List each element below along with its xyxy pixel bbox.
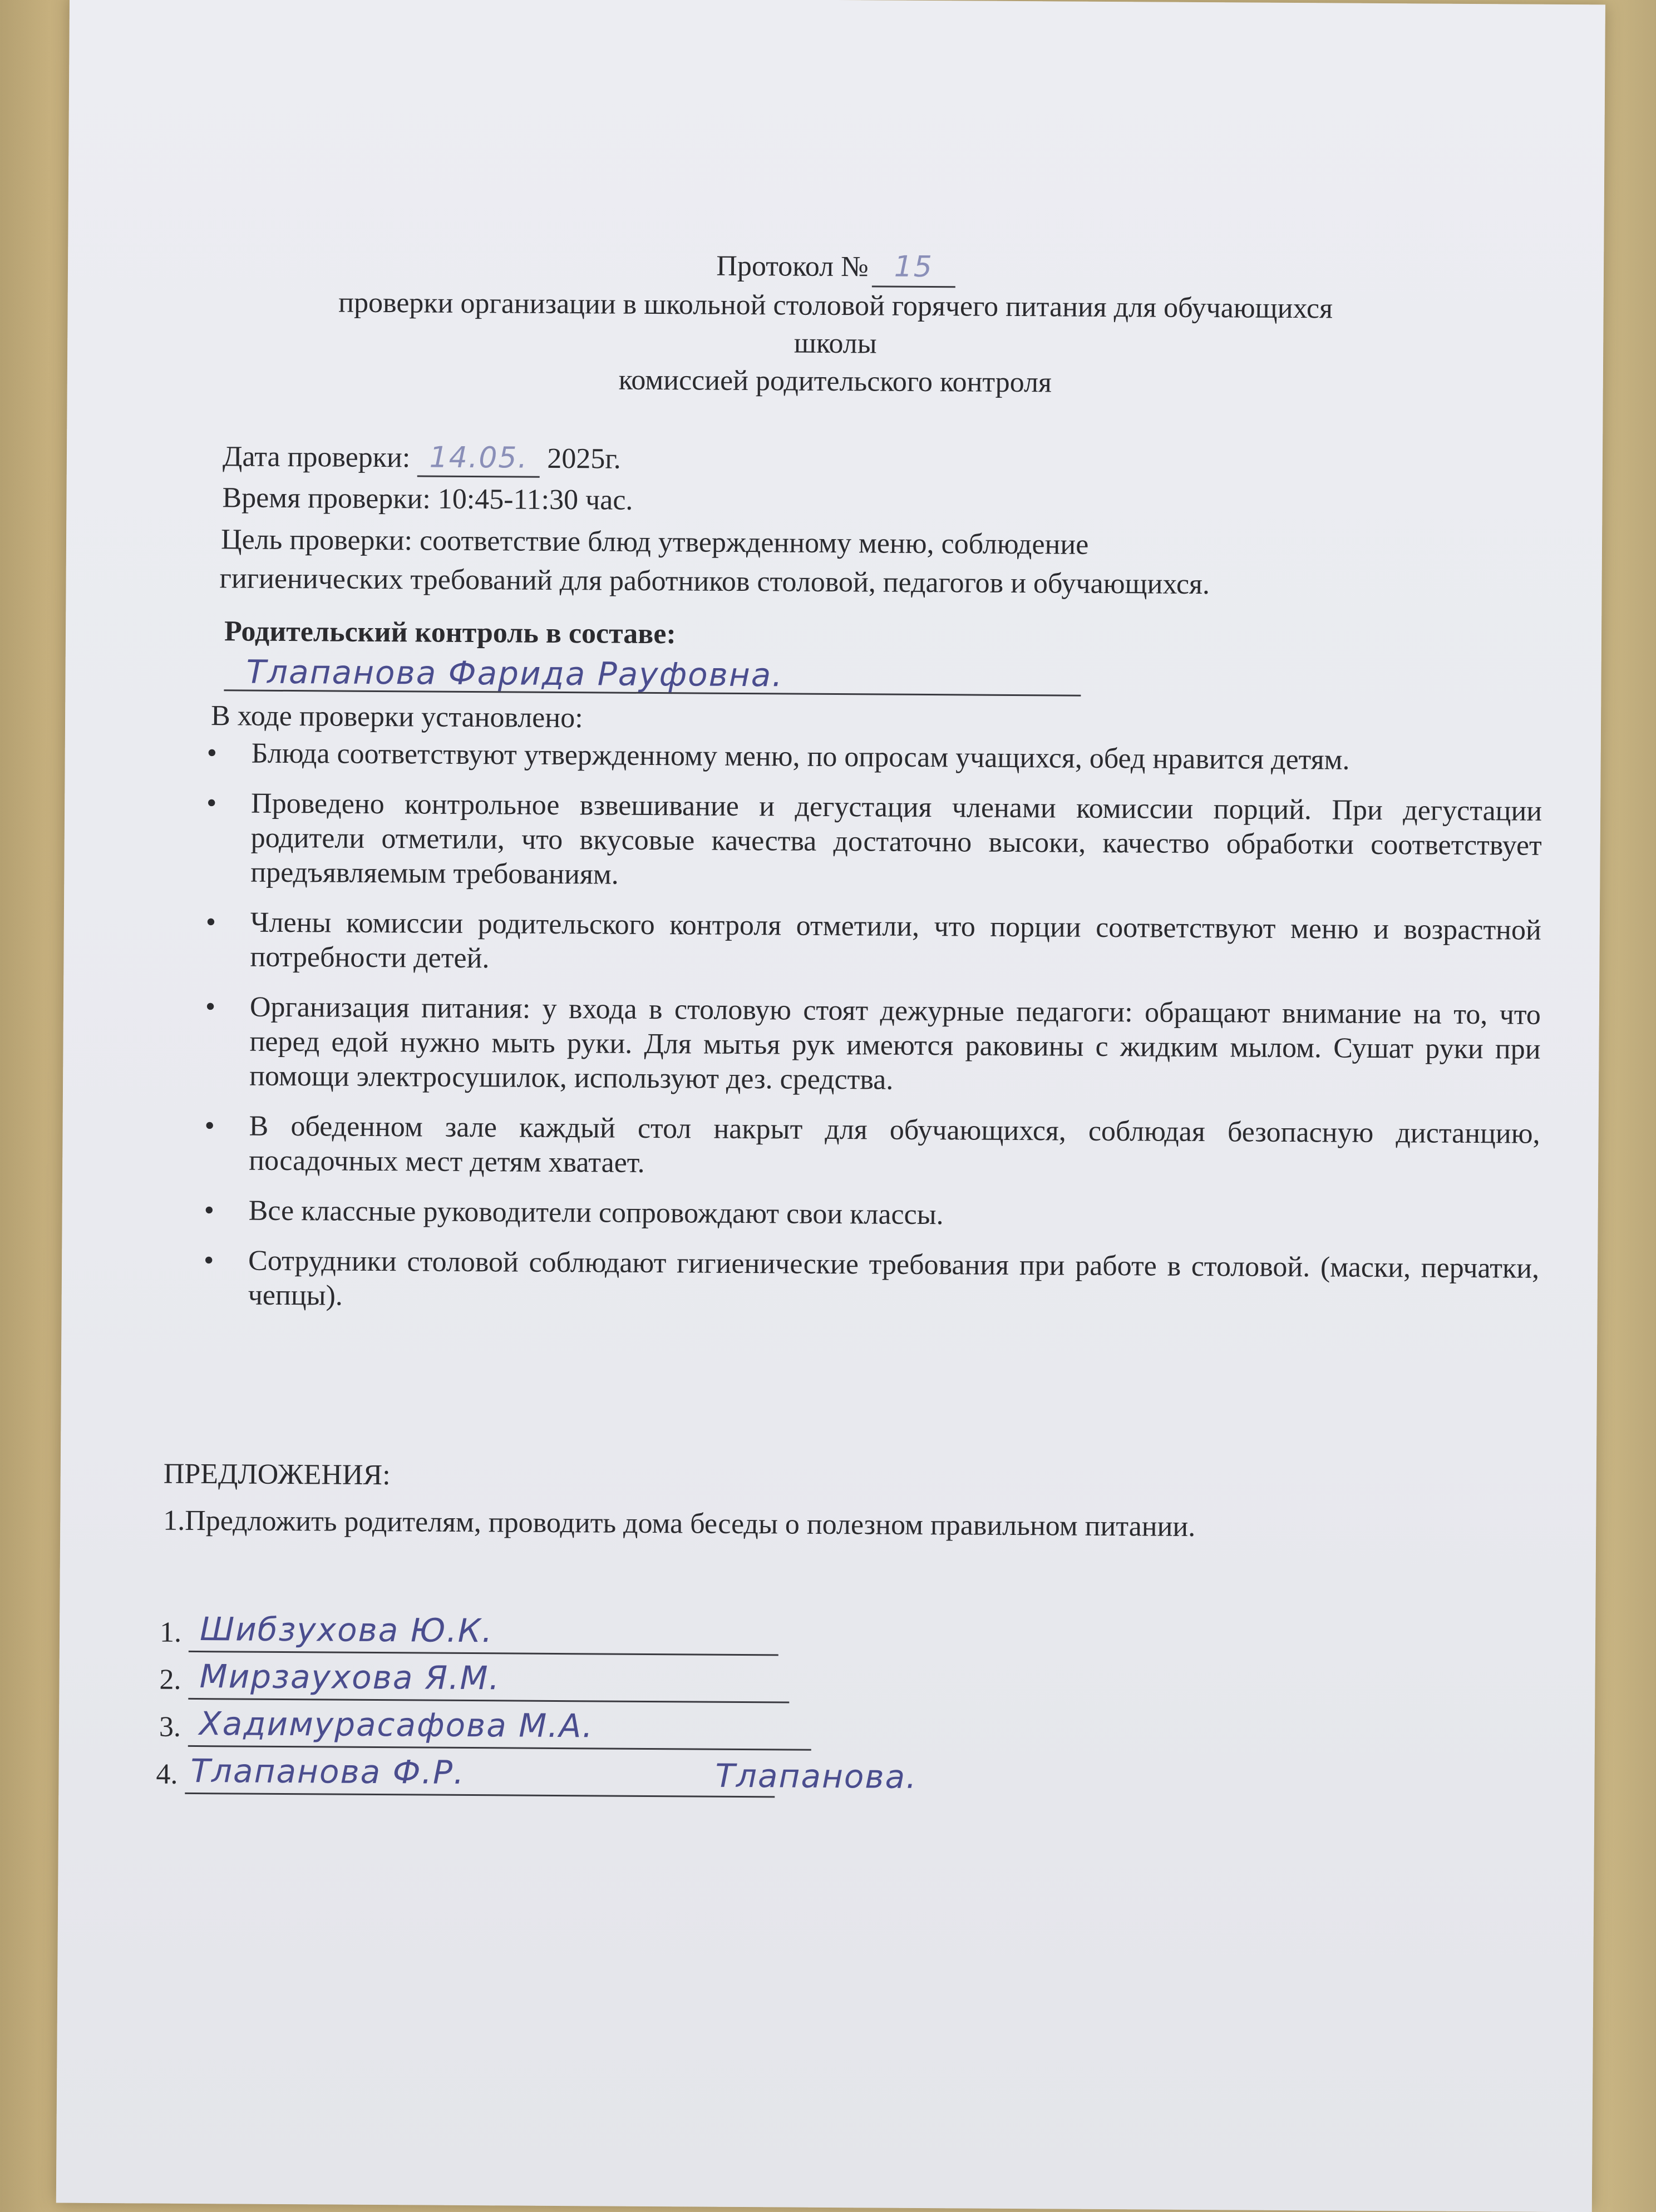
signature-name: Мирзаухова Я.М. (199, 1657, 501, 1697)
date-suffix: 2025г. (547, 442, 621, 475)
committee-member-line (224, 654, 1081, 697)
protocol-number: 15 (872, 248, 955, 288)
document-page (56, 0, 1605, 2212)
date-label: Дата проверки: (222, 441, 411, 474)
finding-item: • Сотрудники столовой соблюдают гигиенические требования при работе в столовой. (маски, перчатки, чепцы). (204, 1243, 1540, 1321)
finding-item: • В обеденном зале каждый стол накрыт для обучающихся, соблюдая безопасную дистанцию, посадочных мест детям хватает. (204, 1109, 1540, 1186)
signature-name: Тлапанова Ф.Р. (190, 1751, 465, 1791)
signature-number: 3. (159, 1711, 181, 1743)
signature-line (185, 1751, 775, 1798)
subtitle-line-3: комиссией родительского контроля (618, 364, 1052, 399)
signature-row-4 (156, 1751, 918, 1799)
finding-item: • Организация питания: у входа в столовую стоят дежурные педагоги: обращают внимание на то, что перед едой нужно мыть руки. Для мытья рук имеются раковины с жидким мылом. Сушат руки при помощи электросушилок, используют дез. средства. (205, 990, 1541, 1102)
signature-row-3 (159, 1704, 811, 1751)
title-prefix: Протокол № (716, 250, 869, 283)
signature-number: 4. (156, 1758, 178, 1790)
findings-intro: В ходе проверки установлено: (210, 700, 583, 734)
signature-line (188, 1704, 811, 1751)
signature-line (188, 1657, 789, 1704)
signature-row-2 (159, 1657, 789, 1704)
time-line: Время проверки: 10:45-11:30 час. (222, 482, 633, 516)
finding-item: • Блюда соответствуют утвержденному меню, по опросам учащихся, обед нравится детям. (207, 736, 1542, 779)
handwritten-signature: Тлапанова. (715, 1756, 918, 1796)
committee-member: Тлапанова Фарида Рауфовна. (224, 654, 1081, 696)
finding-item: • Проведено контрольное взвешивание и дегустация членами комиссии порций. При дегустации родители отметили, что вкусовые качества достаточно высоки, качество обработки соответствует предъявляемым требованиям. (206, 786, 1542, 898)
committee-label: Родительский контроль в составе: (224, 615, 676, 650)
signature-number: 2. (159, 1663, 181, 1696)
subtitle-line-1: проверки организации в школьной столовой горячего питания для обучающихся (338, 287, 1333, 325)
date-line (223, 438, 621, 478)
date-value: 14.05. (417, 440, 540, 477)
subtitle-line-2: школы (793, 327, 877, 360)
findings-list (203, 736, 1542, 1336)
signature-number: 1. (159, 1616, 182, 1648)
signature-name: Хадимурасафова М.А. (199, 1705, 594, 1745)
finding-item: • Члены комиссии родительского контроля отметили, что порции соответствуют меню и возрастной потребности детей. (205, 905, 1541, 982)
finding-item: • Все классные руководители сопровождают свои классы. (204, 1193, 1539, 1236)
proposals-heading: ПРЕДЛОЖЕНИЯ: (163, 1458, 391, 1492)
signature-name: Шибзухова Ю.К. (199, 1610, 494, 1650)
goal-line-1: Цель проверки: соответствие блюд утвержденному меню, соблюдение (220, 524, 1089, 561)
goal-line-2: гигиенических требований для работников столовой, педагогов и обучающихся. (219, 562, 1210, 601)
signature-line (189, 1609, 778, 1656)
signature-row-1 (160, 1609, 778, 1656)
proposal-1: 1.Предложить родителям, проводить дома беседы о полезном правильном питании. (163, 1504, 1196, 1543)
title-block (67, 243, 1604, 406)
